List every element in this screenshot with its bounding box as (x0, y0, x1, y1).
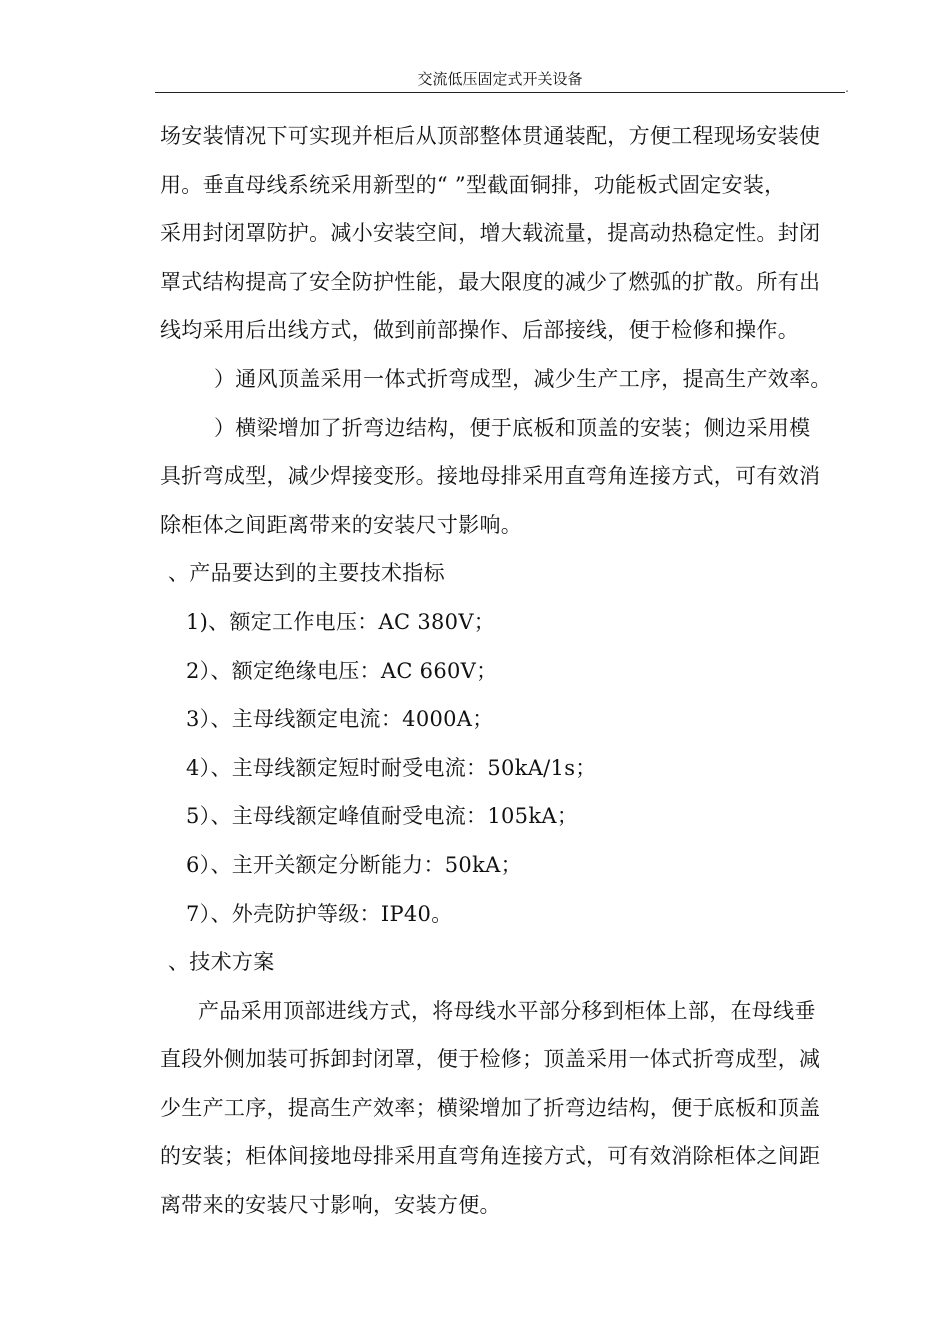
paragraph-line: ）横梁增加了折弯边结构，便于底板和顶盖的安装；侧边采用模 (214, 415, 811, 440)
spec-list-item: 5）、主母线额定峰值耐受电流：105kA； (186, 804, 579, 829)
paragraph-line: 罩式结构提高了安全防护性能，最大限度的减少了燃弧的扩散。所有出 (160, 269, 821, 294)
paragraph-line: 少生产工序，提高生产效率；横梁增加了折弯边结构，便于底板和顶盖 (160, 1095, 821, 1120)
paragraph-line: 离带来的安装尺寸影响，安装方便。 (160, 1193, 501, 1218)
section-heading: 、产品要达到的主要技术指标 (168, 561, 445, 586)
paragraph-line: 的安装；柜体间接地母排采用直弯角连接方式，可有效消除柜体之间距 (160, 1144, 821, 1169)
spec-list-item: 3）、主母线额定电流：4000A； (186, 707, 494, 732)
paragraph-line: 产品采用顶部进线方式，将母线水平部分移到柜体上部，在母线垂 (198, 998, 816, 1023)
paragraph-line: 具折弯成型，减少焊接变形。接地母排采用直弯角连接方式，可有效消 (160, 464, 821, 489)
paragraph-line: 线均采用后出线方式，做到前部操作、后部接线，便于检修和操作。 (160, 318, 799, 343)
paragraph-line: 直段外侧加装可拆卸封闭罩，便于检修；顶盖采用一体式折弯成型，减 (160, 1047, 821, 1072)
header-edge-mark: . (845, 81, 849, 95)
paragraph-line: 除柜体之间距离带来的安装尺寸影响。 (160, 512, 523, 537)
document-body (160, 112, 848, 1230)
spec-list-item: 7）、外壳防护等级：IP40。 (186, 901, 453, 926)
paragraph-line: ）通风顶盖采用一体式折弯成型，减少生产工序，提高生产效率。 (214, 366, 832, 391)
page-header (155, 66, 849, 95)
spec-list-item: 2）、额定绝缘电压：AC 660V； (186, 658, 498, 683)
document-title: 交流低压固定式开关设备 (417, 70, 583, 88)
spec-list-item: 6）、主开关额定分断能力：50kA； (186, 852, 522, 877)
section-heading: 、技术方案 (168, 950, 275, 975)
paragraph-line: 采用封闭罩防护。减小安装空间，增大载流量，提高动热稳定性。封闭 (160, 221, 821, 246)
paragraph-line: 场安装情况下可实现并柜后从顶部整体贯通装配，方便工程现场安装使 (160, 124, 821, 148)
paragraph-line: 用。垂直母线系统采用新型的“ ”型截面铜排，功能板式固定安装， (160, 172, 786, 197)
spec-list-item: 4）、主母线额定短时耐受电流：50kA/1s； (186, 755, 597, 780)
spec-list-item: 1)、额定工作电压：AC 380V； (186, 609, 496, 634)
